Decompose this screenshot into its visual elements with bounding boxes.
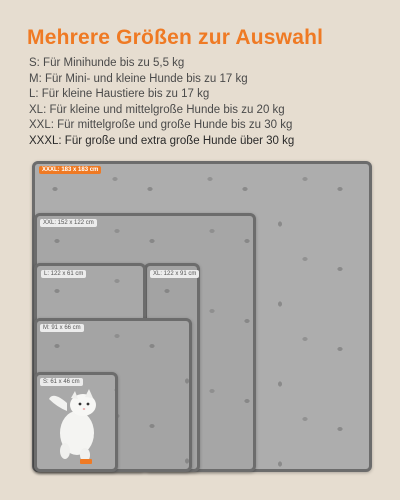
size-line-xxxl: XXXL: Für große und extra große Hunde über 30 kg bbox=[29, 134, 295, 147]
size-tag-l: L: 122 x 61 cm bbox=[41, 270, 86, 278]
size-tag-m: M: 91 x 66 cm bbox=[40, 324, 84, 332]
size-tag-s: S: 61 x 46 cm bbox=[40, 378, 83, 386]
size-line-xxl: XXL: Für mittelgroße und große Hunde bis zu 30 kg bbox=[29, 119, 293, 132]
size-tag-xl: XL: 122 x 91 cm bbox=[150, 270, 199, 278]
size-tag-xxxl: XXXL: 183 x 183 cm bbox=[39, 166, 101, 174]
size-list bbox=[29, 56, 389, 150]
size-line-xl: XL: Für kleine und mittelgroße Hunde bis zu 20 kg bbox=[29, 103, 285, 116]
size-line-l: L: Für kleine Haustiere bis zu 17 kg bbox=[29, 88, 210, 101]
brand-tag bbox=[80, 459, 92, 464]
size-line-s: S: Für Minihunde bis zu 5,5 kg bbox=[29, 57, 185, 69]
page-title: Mehrere Größen zur Auswahl bbox=[27, 26, 324, 49]
cat-illustration bbox=[47, 385, 105, 465]
size-line-m: M: Für Mini- und kleine Hunde bis zu 17 kg bbox=[29, 72, 248, 85]
size-tag-xxl: XXL: 152 x 122 cm bbox=[40, 219, 97, 227]
